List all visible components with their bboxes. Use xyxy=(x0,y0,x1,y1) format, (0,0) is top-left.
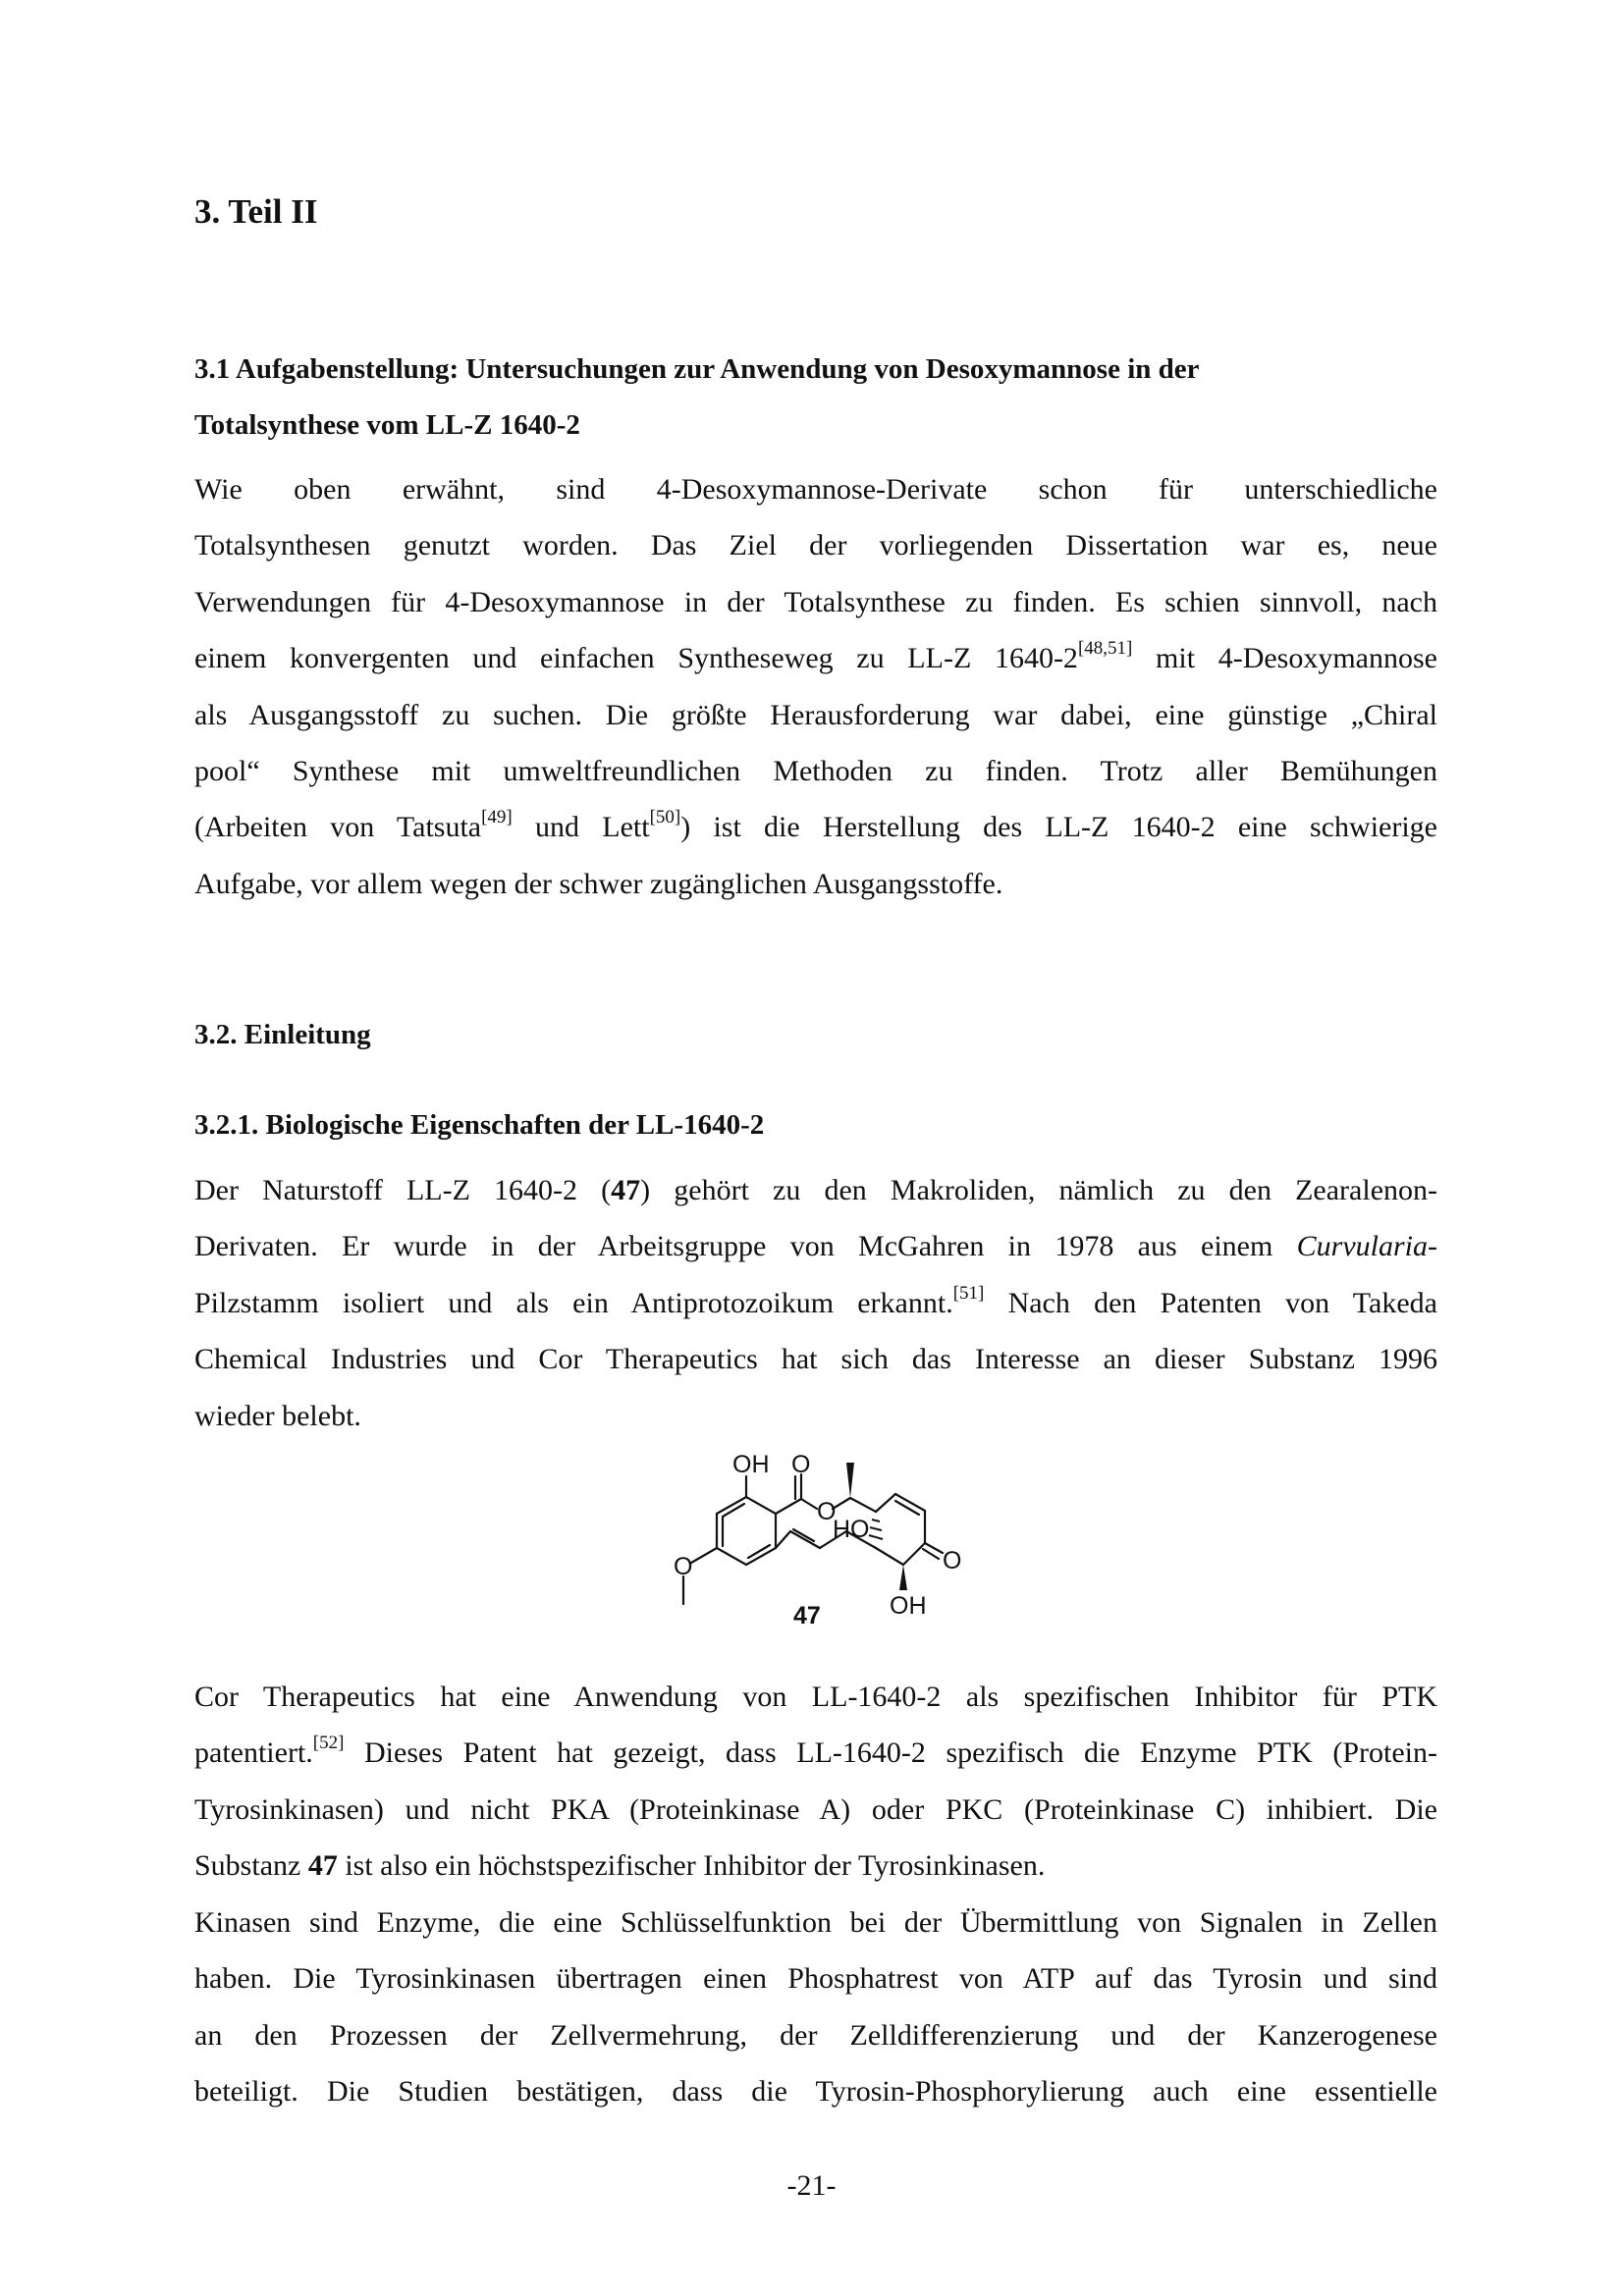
chemical-structure-figure xyxy=(619,1455,1011,1666)
section-3-2-1-paragraph-1: Der Naturstoff LL-Z 1640-2 (47) gehört zu den Makroliden, nämlich zu den Zearalenon- Derivaten. Er wurde in der Arbeitsgruppe von McGahren in 1978 aus einem Curvularia- Pilzstamm isoliert und als ein Antiprotozoikum erkannt.[51] Nach den Patenten von Takeda Chemical Industries und Cor Therapeutics hat sich das Interesse an dieser Substanz 1996 wieder belebt. xyxy=(194,1174,1438,1432)
chapter-title: 3. Teil II xyxy=(194,192,318,231)
citation: [48,51] xyxy=(1077,638,1133,660)
label-oh-top: OH xyxy=(732,1455,770,1478)
section-3-1-heading: 3.1 Aufgabenstellung: Untersuchungen zur Anwendung von Desoxymannose in der Totalsynthese vom LL-Z 1640-2 xyxy=(194,353,1200,441)
label-o-ester: O xyxy=(817,1498,837,1525)
section-3-2-heading: 3.2. Einleitung xyxy=(194,1019,371,1050)
citation: [49] xyxy=(481,807,513,828)
label-o-ketone: O xyxy=(943,1547,962,1575)
label-ho-ring: HO xyxy=(833,1516,870,1543)
section-3-2-1-paragraph-2: Cor Therapeutics hat eine Anwendung von LL-1640-2 als spezifischen Inhibitor für PTK patentiert.[52] Dieses Patent hat gezeigt, dass LL-1640-2 spezifisch die Enzyme PTK (Protein- Tyrosinkinasen) und nicht PKA (Proteinkinase A) oder PKC (Proteinkinase C) inhibiert. Die Substanz 47 ist also ein höchstspezifischer Inhibitor der Tyrosinkinasen. xyxy=(194,1681,1437,1883)
label-o-methoxy: O xyxy=(674,1553,693,1580)
compound-number: 47 xyxy=(793,1602,821,1629)
section-3-2-1-paragraph-3: Kinasen sind Enzyme, die eine Schlüsselfunktion bei der Übermittlung von Signalen in Zellen haben. Die Tyrosinkinasen übertragen einen Phosphatrest von ATP auf das Tyrosin und sind an den Prozessen der Zellvermehrung, der Zelldifferenzierung und der Kanzerogenese beteiligt. Die Studien bestätigen, dass die Tyrosin-Phosphorylierung auch eine essentielle xyxy=(194,1906,1437,2109)
section-3-2-1-heading: 3.2.1. Biologische Eigenschaften der LL-1640-2 xyxy=(194,1109,765,1141)
label-o-carbonyl: O xyxy=(791,1455,811,1478)
label-oh-bottom: OH xyxy=(890,1592,927,1620)
page-number: -21- xyxy=(786,2169,837,2202)
citation: [52] xyxy=(312,1733,345,1754)
citation: [51] xyxy=(952,1282,985,1304)
section-3-1-paragraph: Wie oben erwähnt, sind 4-Desoxymannose-Derivate schon für unterschiedliche Totalsynthesen genutzt worden. Das Ziel der vorliegenden Dissertation war es, neue Verwendungen für 4-Desoxymannose in der Totalsynthese zu finden. Es schien sinnvoll, nach einem konvergenten und einfachen Syntheseweg zu LL-Z 1640-2[48,51] mit 4-Desoxymannose als Ausgangsstoff zu suchen. Die größte Herausforderung war dabei, eine günstige „Chiral pool“ Synthese mit umweltfreundlichen Methoden zu finden. Trotz aller Bemühungen (Arbeiten von Tatsuta[49] und Lett[50]) ist die Herstellung des LL-Z 1640-2 eine schwierige Aufgabe, vor allem wegen der schwer zugänglichen Ausgangsstoffe. xyxy=(194,473,1438,900)
citation: [50] xyxy=(649,807,681,828)
